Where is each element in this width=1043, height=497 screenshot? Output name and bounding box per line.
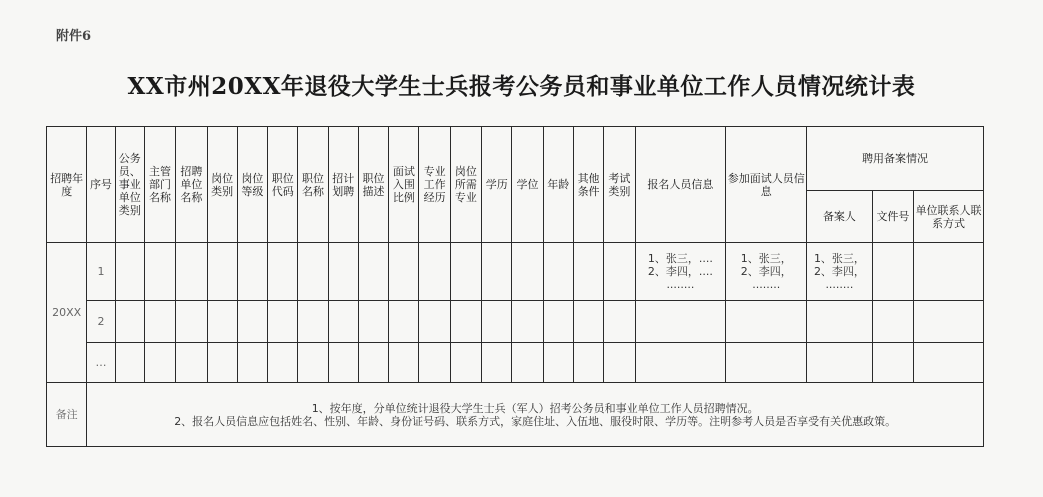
notes-label: 备注 <box>47 383 87 447</box>
header-other: 其他条件 <box>573 127 603 243</box>
header-required-major: 岗位所需专业 <box>450 127 481 243</box>
table-row <box>47 343 984 383</box>
header-degree: 学位 <box>512 127 543 243</box>
header-applicant-info: 报名人员信息 <box>635 127 726 243</box>
header-dept: 主管部门名称 <box>144 127 175 243</box>
year-value: 20XX <box>47 243 87 383</box>
header-age: 年龄 <box>543 127 573 243</box>
applicant-info-cell: 1、张三，.... 2、李四，.... ........ <box>635 243 726 301</box>
header-education: 学历 <box>482 127 512 243</box>
row-seq: … <box>87 343 115 383</box>
page-title: XX市州20XX年退役大学生士兵报考公务员和事业单位工作人员情况统计表 <box>127 73 916 100</box>
attachment-label: 附件6 <box>56 29 92 44</box>
row-seq: 1 <box>87 243 115 301</box>
header-plan: 招计划聘 <box>328 127 358 243</box>
header-year: 招聘年度 <box>47 127 87 243</box>
header-unit-contact: 单位联系人联系方式 <box>914 191 984 243</box>
row-seq: 2 <box>87 301 115 343</box>
header-post-code: 职位代码 <box>268 127 298 243</box>
header-post-level: 岗位等级 <box>237 127 267 243</box>
header-exam-type: 考试类别 <box>604 127 635 243</box>
interview-info-cell: 1、张三， 2、李四， ........ <box>726 243 807 301</box>
header-record-group: 聘用备案情况 <box>807 127 984 191</box>
header-unit-type: 公务员、事业单位类别 <box>115 127 144 243</box>
header-hire-unit: 招聘单位名称 <box>176 127 207 243</box>
notes-content <box>87 383 984 447</box>
notes-row <box>47 383 984 447</box>
header-interview-info: 参加面试人员信息 <box>726 127 807 243</box>
note-2: 2、报名人员信息应包括姓名、性别、年龄、身份证号码、联系方式，家庭住址、入伍地、服役时限、学历等。注明参考人员是否享受有关优惠政策。 <box>174 414 897 428</box>
table-row <box>47 301 984 343</box>
header-record-person: 备案人 <box>807 191 873 243</box>
header-post-desc: 职位描述 <box>358 127 388 243</box>
header-interview-ratio: 面试入围比例 <box>389 127 419 243</box>
header-major-exp: 专业工作经历 <box>419 127 450 243</box>
table-row <box>47 243 984 301</box>
header-post-name: 职位名称 <box>298 127 328 243</box>
header-seq: 序号 <box>87 127 115 243</box>
note-1: 1、按年度，分单位统计退役大学生士兵（军人）招考公务员和事业单位工作人员招聘情况。 <box>311 401 759 415</box>
record-person-cell: 1、张三， 2、李四， ........ <box>807 243 873 301</box>
header-post-type: 岗位类别 <box>207 127 237 243</box>
statistics-table <box>46 126 984 447</box>
header-doc-no: 文件号 <box>872 191 913 243</box>
